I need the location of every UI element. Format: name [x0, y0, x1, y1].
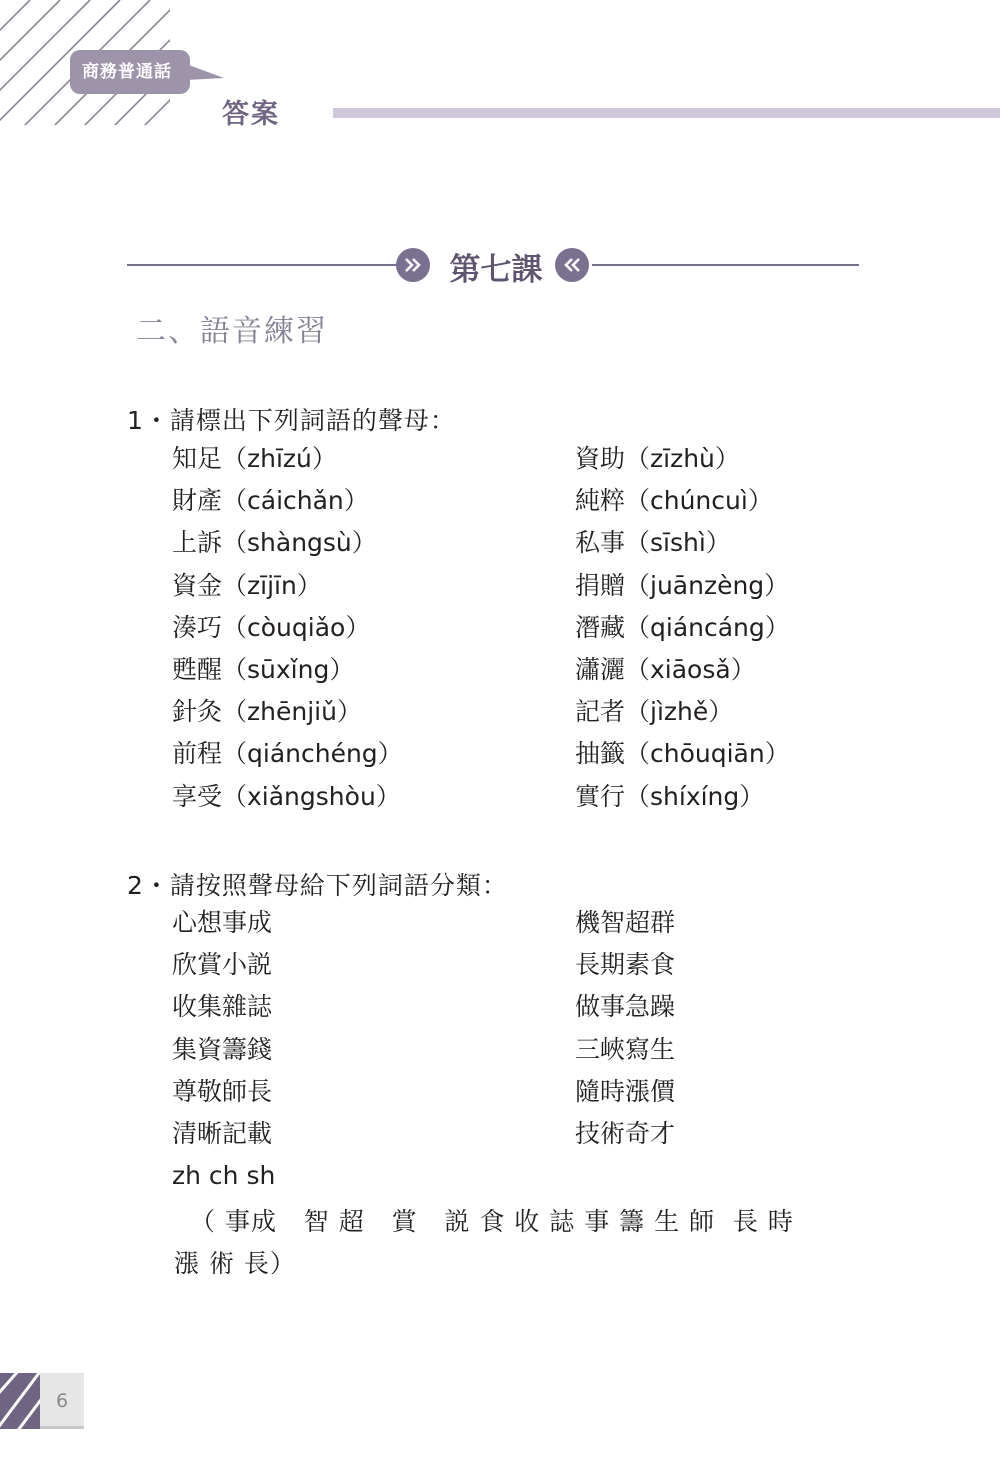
list-item: 潛藏（qiáncáng）	[575, 612, 790, 642]
header-rule-bar	[333, 108, 1000, 118]
question-2-right-list	[575, 902, 675, 1155]
list-item: 純粹（chúncuì）	[575, 486, 773, 516]
list-item: 財產（cáichǎn）	[172, 486, 369, 516]
page-number: 6	[40, 1373, 84, 1429]
list-item: 隨時漲價	[575, 1076, 676, 1106]
list-item: 記者（jìzhě）	[575, 697, 734, 727]
list-item: 前程（qiánchéng）	[172, 739, 403, 769]
list-item: 心想事成	[172, 908, 273, 937]
badge-speech-tail	[186, 64, 226, 80]
lesson-divider-left	[127, 264, 397, 266]
section-heading: 二、語音練習	[136, 314, 328, 349]
list-item: 湊巧（còuqiǎo）	[172, 612, 371, 642]
list-item: 私事（sīshì）	[575, 528, 731, 558]
initials-label: zh ch sh	[172, 1161, 276, 1190]
list-item: 尊敬師長	[172, 1076, 273, 1106]
list-item: 集資籌錢	[172, 1034, 273, 1064]
list-item: 技術奇才	[575, 1118, 676, 1148]
answer-line: （ 事成 智 超 賞 説 食 收 誌 事 籌 生 師 長 時	[190, 1207, 794, 1236]
question-2-left-list	[172, 902, 272, 1155]
list-item: 上訴（shàngsù）	[172, 528, 377, 558]
lesson-title: 第七課	[449, 252, 543, 288]
question-1-title: 1・請標出下列詞語的聲母：	[127, 406, 456, 435]
list-item: 機智超群	[575, 908, 676, 937]
double-chevron-right-icon	[396, 248, 430, 282]
list-item: 三峽寫生	[575, 1034, 676, 1064]
question-2-title: 2・請按照聲母給下列詞語分類：	[127, 871, 508, 900]
double-chevron-left-icon	[555, 248, 589, 282]
list-item: 抽籤（chōuqiān）	[575, 739, 790, 769]
lesson-divider-right	[592, 264, 859, 266]
list-item: 捐贈（juānzèng）	[575, 570, 790, 600]
answer-line: 漲 術 長）	[174, 1249, 296, 1278]
list-item: 享受（xiǎngshòu）	[172, 781, 401, 811]
list-item: 針灸（zhēnjiǔ）	[172, 697, 362, 727]
list-item: 收集雜誌	[172, 992, 273, 1022]
list-item: 知足（zhīzú）	[172, 444, 337, 473]
list-item: 做事急躁	[575, 992, 676, 1022]
list-item: 實行（shíxíng）	[575, 781, 765, 811]
answer-section-label: 答案	[222, 99, 280, 130]
list-item: 欣賞小説	[172, 950, 273, 980]
list-item: 長期素食	[575, 950, 676, 980]
list-item: 資助（zīzhù）	[575, 444, 740, 473]
list-item: 甦醒（sūxǐng）	[172, 654, 355, 684]
list-item: 清晰記載	[172, 1118, 273, 1148]
question-1-right-list	[575, 438, 790, 818]
list-item: 資金（zījīn）	[172, 570, 322, 600]
list-item: 瀟灑（xiāosǎ）	[575, 654, 756, 684]
book-title-badge: 商務普通話	[70, 50, 190, 94]
question-1-left-list	[172, 438, 403, 818]
